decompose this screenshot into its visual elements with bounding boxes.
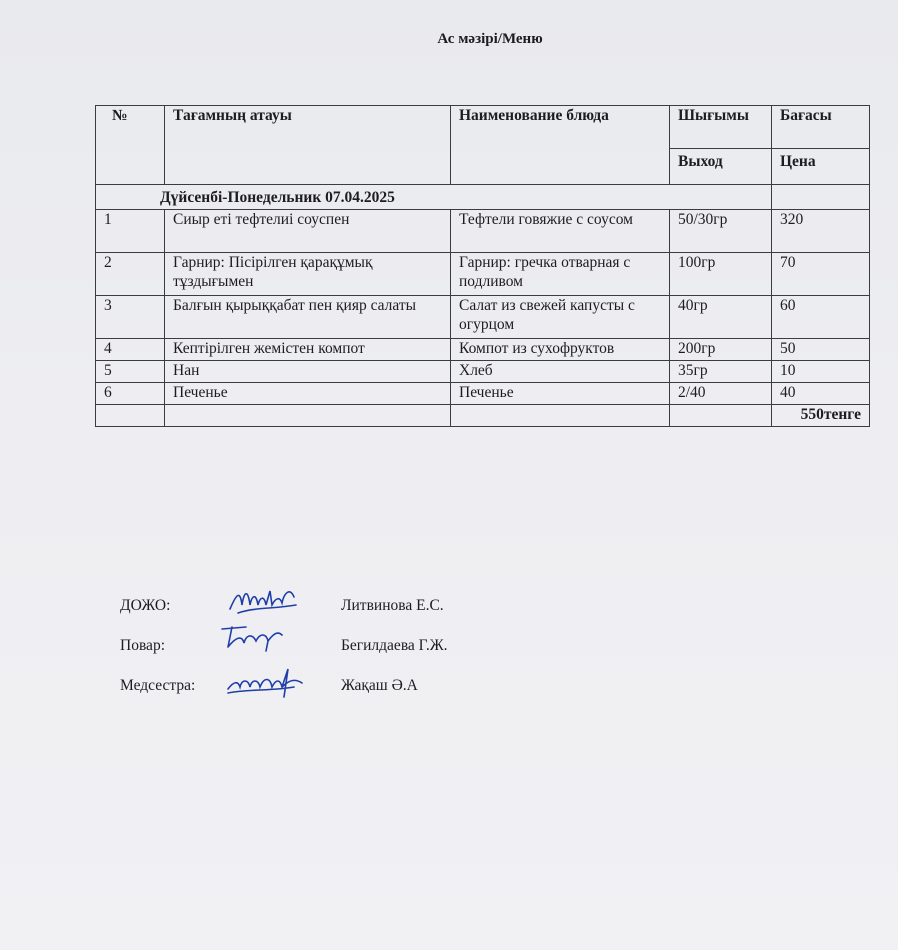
row-yield: 2/40	[670, 383, 772, 405]
row-name-ru: Тефтели говяжие с соусом	[451, 210, 670, 253]
signature-name: Бегилдаева Г.Ж.	[341, 637, 448, 654]
row-name-ru: Хлеб	[451, 361, 670, 383]
day-row: Дүйсенбі-Понедельник 07.04.2025	[96, 185, 772, 210]
header-name-kz: Тағамның атауы	[165, 106, 451, 185]
menu-table	[95, 105, 870, 427]
handwritten-signature-icon	[224, 667, 306, 699]
table-row	[96, 383, 870, 405]
total-blank	[96, 405, 165, 427]
signature-role: Медсестра:	[120, 677, 196, 694]
total-row	[96, 405, 870, 427]
header-price-ru: Цена	[772, 149, 870, 185]
row-price: 70	[772, 253, 870, 296]
row-name-kz: Сиыр еті тефтелиі соуспен	[165, 210, 451, 253]
total-blank	[165, 405, 451, 427]
row-name-ru: Гарнир: гречка отварная с подливом	[451, 253, 670, 296]
row-number: 1	[96, 210, 165, 253]
page-title: Ас мәзірі/Меню	[437, 31, 543, 47]
handwritten-signature-icon	[228, 583, 298, 617]
row-number: 2	[96, 253, 165, 296]
row-number: 3	[96, 296, 165, 339]
row-number: 5	[96, 361, 165, 383]
header-yield-kz: Шығымы	[670, 106, 772, 149]
table-row	[96, 361, 870, 383]
row-price: 60	[772, 296, 870, 339]
header-name-ru: Наименование блюда	[451, 106, 670, 185]
total-blank	[670, 405, 772, 427]
signature-role: Повар:	[120, 637, 165, 654]
row-price: 50	[772, 339, 870, 361]
signature-name: Жақаш Ә.А	[341, 677, 418, 694]
row-name-kz: Кептірілген жемістен компот	[165, 339, 451, 361]
row-name-kz: Нан	[165, 361, 451, 383]
signature-name: Литвинова Е.С.	[341, 597, 444, 614]
row-number: 4	[96, 339, 165, 361]
row-name-kz: Балғын қырыққабат пен қияр салаты	[165, 296, 451, 339]
table-row	[96, 253, 870, 296]
row-yield: 200гр	[670, 339, 772, 361]
row-name-kz: Печенье	[165, 383, 451, 405]
row-yield: 100гр	[670, 253, 772, 296]
handwritten-signature-icon	[216, 623, 286, 655]
row-price: 320	[772, 210, 870, 253]
row-price: 10	[772, 361, 870, 383]
row-name-ru: Печенье	[451, 383, 670, 405]
signature-role: ДОЖО:	[120, 597, 171, 614]
row-yield: 35гр	[670, 361, 772, 383]
table-row	[96, 210, 870, 253]
day-row-blank	[772, 185, 870, 210]
row-name-ru: Салат из свежей капусты с огурцом	[451, 296, 670, 339]
header-number: №	[96, 106, 165, 185]
table-row	[96, 339, 870, 361]
total-price: 550тенге	[772, 405, 870, 427]
row-yield: 50/30гр	[670, 210, 772, 253]
row-price: 40	[772, 383, 870, 405]
row-yield: 40гр	[670, 296, 772, 339]
header-price-kz: Бағасы	[772, 106, 870, 149]
total-blank	[451, 405, 670, 427]
table-row	[96, 296, 870, 339]
row-number: 6	[96, 383, 165, 405]
header-yield-ru: Выход	[670, 149, 772, 185]
row-name-ru: Компот из сухофруктов	[451, 339, 670, 361]
row-name-kz: Гарнир: Пісірілген қарақұмық тұздығымен	[165, 253, 451, 296]
